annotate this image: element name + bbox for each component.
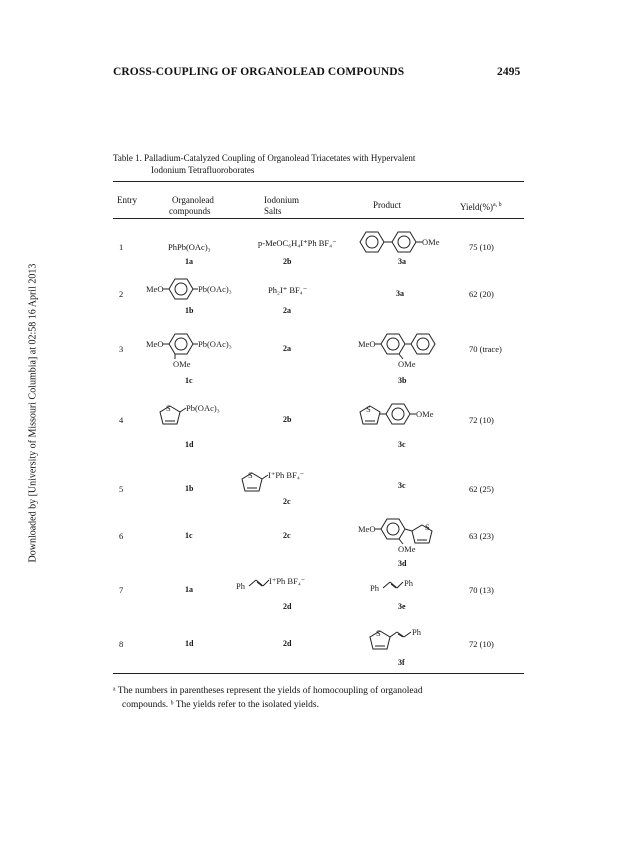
organolead-structure-thienyl	[158, 400, 268, 430]
product-label: 3e	[398, 602, 406, 611]
table-header-rule	[113, 218, 524, 219]
product-structure-thienyl-aryl	[358, 402, 468, 430]
yield-value: 75 (10)	[469, 242, 494, 252]
product-structure-biaryl	[355, 230, 475, 254]
organolead-label: 1d	[185, 639, 194, 648]
iodonium-formula: p-MeOC₆H₄I⁺Ph BF₄⁻	[258, 238, 337, 248]
header-iodonium-2: Salts	[264, 206, 282, 216]
svg-text:Pb(OAc)₃: Pb(OAc)₃	[186, 403, 220, 413]
svg-text:OMe: OMe	[416, 409, 434, 419]
yield-value: 70 (trace)	[469, 344, 502, 354]
svg-text:MeO: MeO	[146, 339, 164, 349]
iodonium-label: 2d	[283, 602, 292, 611]
svg-text:S: S	[248, 470, 253, 480]
organolead-label: 1a	[185, 585, 193, 594]
product-structure-biaryl	[358, 332, 468, 372]
iodonium-label: 2d	[283, 639, 292, 648]
organolead-label: 1a	[185, 257, 193, 266]
entry-number: 1	[119, 242, 124, 252]
table-bottom-rule	[113, 673, 524, 674]
product-label: 3d	[398, 559, 407, 568]
organolead-label: 1c	[185, 376, 193, 385]
organolead-label: 1b	[185, 484, 194, 493]
header-product: Product	[373, 200, 401, 210]
organolead-label: 1c	[185, 531, 193, 540]
svg-text:Pb(OAc)₃: Pb(OAc)₃	[198, 284, 232, 294]
svg-text:Ph: Ph	[236, 581, 245, 591]
entry-number: 2	[119, 289, 124, 299]
svg-text:Ph: Ph	[412, 627, 421, 637]
page-number: 2495	[497, 66, 521, 78]
entry-number: 6	[119, 531, 124, 541]
header-iodonium-1: Iodonium	[264, 195, 299, 205]
table-caption-line1: Table 1. Palladium-Catalyzed Coupling of Organolead Triacetates with Hypervalent	[113, 153, 416, 163]
product-label: 3b	[398, 376, 407, 385]
iodonium-formula: Ph₂I⁺ BF₄⁻	[268, 285, 308, 295]
iodonium-label: 2c	[283, 531, 291, 540]
svg-text:I⁺Ph BF₄⁻: I⁺Ph BF₄⁻	[268, 470, 305, 480]
svg-text:MeO: MeO	[146, 284, 164, 294]
header-organolead-1: Organolead	[172, 195, 214, 205]
organolead-label: 1d	[185, 440, 194, 449]
product-structure-aryl-thienyl	[358, 517, 473, 557]
product-label: 3a	[396, 289, 404, 298]
header-organolead-2: compounds	[169, 206, 211, 216]
iodonium-label: 2c	[283, 497, 291, 506]
running-head: CROSS-COUPLING OF ORGANOLEAD COMPOUNDS	[113, 66, 405, 78]
organolead-structure	[146, 332, 266, 372]
organolead-label: 1b	[185, 306, 194, 315]
organolead-formula: PhPb(OAc)₃	[168, 242, 211, 252]
product-label: 3c	[398, 440, 406, 449]
yield-value: 72 (10)	[469, 639, 494, 649]
svg-text:MeO: MeO	[358, 339, 376, 349]
entry-number: 5	[119, 484, 124, 494]
iodonium-label: 2a	[283, 344, 291, 353]
yield-value: 70 (13)	[469, 585, 494, 595]
entry-number: 4	[119, 415, 124, 425]
svg-text:OMe: OMe	[422, 237, 440, 247]
entry-number: 3	[119, 344, 124, 354]
svg-text:Pb(OAc)₃: Pb(OAc)₃	[198, 339, 232, 349]
product-label: 3c	[398, 481, 406, 490]
yield-value: 62 (25)	[469, 484, 494, 494]
svg-text:OMe: OMe	[398, 544, 416, 554]
iodonium-structure-thienyl	[240, 467, 360, 495]
svg-text:OMe: OMe	[398, 359, 416, 369]
svg-text:Ph: Ph	[370, 583, 379, 593]
iodonium-structure-styryl	[236, 574, 346, 594]
yield-value: 63 (23)	[469, 531, 494, 541]
iodonium-label: 2a	[283, 306, 291, 315]
yield-value: 62 (20)	[469, 289, 494, 299]
svg-text:OMe: OMe	[173, 359, 191, 369]
organolead-structure	[146, 277, 266, 301]
product-structure-thienyl-vinyl	[368, 625, 458, 655]
footnote-line1: ᵃ The numbers in parentheses represent the yields of homocoupling of organolead	[113, 686, 423, 696]
header-yield: Yield(%)$^{a, b}$	[460, 202, 502, 212]
download-sidebar-note: Downloaded by [University of Missouri Columbia] at 02:58 16 April 2013	[27, 263, 39, 563]
svg-text:S: S	[366, 404, 371, 414]
entry-number: 8	[119, 639, 124, 649]
table-caption-line2: Iodonium Tetrafluoroborates	[151, 165, 255, 175]
svg-text:S: S	[376, 628, 381, 638]
svg-text:S: S	[425, 522, 430, 532]
product-structure-stilbene	[370, 576, 440, 596]
svg-text:I⁺Ph BF₄⁻: I⁺Ph BF₄⁻	[269, 576, 306, 586]
product-label: 3a	[398, 257, 406, 266]
iodonium-label: 2b	[283, 257, 292, 266]
table-top-rule	[113, 181, 524, 182]
yield-value: 72 (10)	[469, 415, 494, 425]
iodonium-label: 2b	[283, 415, 292, 424]
svg-text:Ph: Ph	[404, 578, 413, 588]
svg-text:S: S	[166, 403, 171, 413]
header-entry: Entry	[117, 195, 137, 205]
svg-text:MeO: MeO	[358, 524, 376, 534]
entry-number: 7	[119, 585, 124, 595]
footnote-line2: compounds. ᵇ The yields refer to the isolated yields.	[122, 700, 319, 710]
product-label: 3f	[398, 658, 405, 667]
